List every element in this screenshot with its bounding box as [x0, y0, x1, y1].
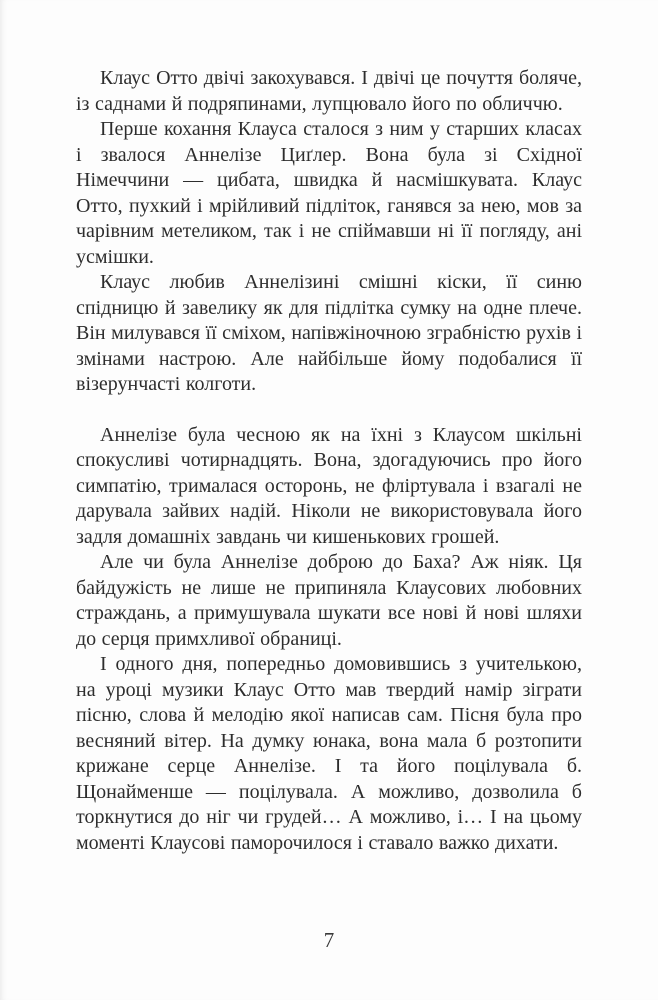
- paragraph: Перше кохання Клауса сталося з ним у старших класах і звалося Аннелізе Циґлер. Вона була зі Східної Німеччини — цибата, швидка й насмішкувата. Клаус Отто, пухкий і мрійливий підліток, ганявся за нею, мов за чарівним метеликом, так і не спіймавши ні її погляду, ані усмішки.: [76, 118, 582, 268]
- paragraph: Але чи була Аннелізе доброю до Баха? Аж ніяк. Ця байдужість не лише не припиняла Клаусових любовних страждань, а примушувала шукати все нові й нові шляхи до серця примхливої обраниці.: [76, 551, 582, 650]
- body-text: [76, 66, 582, 856]
- paragraph: Клаус любив Аннелізині смішні кіски, її синю спідницю й завелику як для підлітка сумку на одне плече. Він милувався її сміхом, напівжіночною зграбністю рухів і змінами настрою. Але найбільше йому подобалися її візерунчасті колготи.: [76, 271, 582, 395]
- paragraph: Аннелізе була чесною як на їхні з Клаусом шкільні спокусливі чотирнадцять. Вона, здогадуючись про його симпатію, трималася осторонь, не фліртувала і взагалі не дарувала зайвих надій. Ніколи не використовувала його задля домашніх завдань чи кишенькових грошей.: [76, 423, 582, 548]
- paragraph: Клаус Отто двічі закохувався. І двічі це почуття боляче, із саднами й подряпинами, лупцювало його по обличчю.: [76, 67, 582, 115]
- paragraph: І одного дня, попередньо домовившись з учителькою, на уроці музики Клаус Отто мав твердий намір зіграти пісню, слова й мелодію якої написав сам. Пісня була про весняний вітер. На думку юнака, вона мала б розтопити крижане серце Аннелізе. І та його поцілувала б. Щонайменше — поцілувала. А можливо, дозволила б торкнутися до ніг чи грудей… А можливо, і… І на цьому моменті Клаусові паморочилося і ставало важко дихати.: [76, 653, 582, 854]
- page-number: 7: [323, 928, 335, 952]
